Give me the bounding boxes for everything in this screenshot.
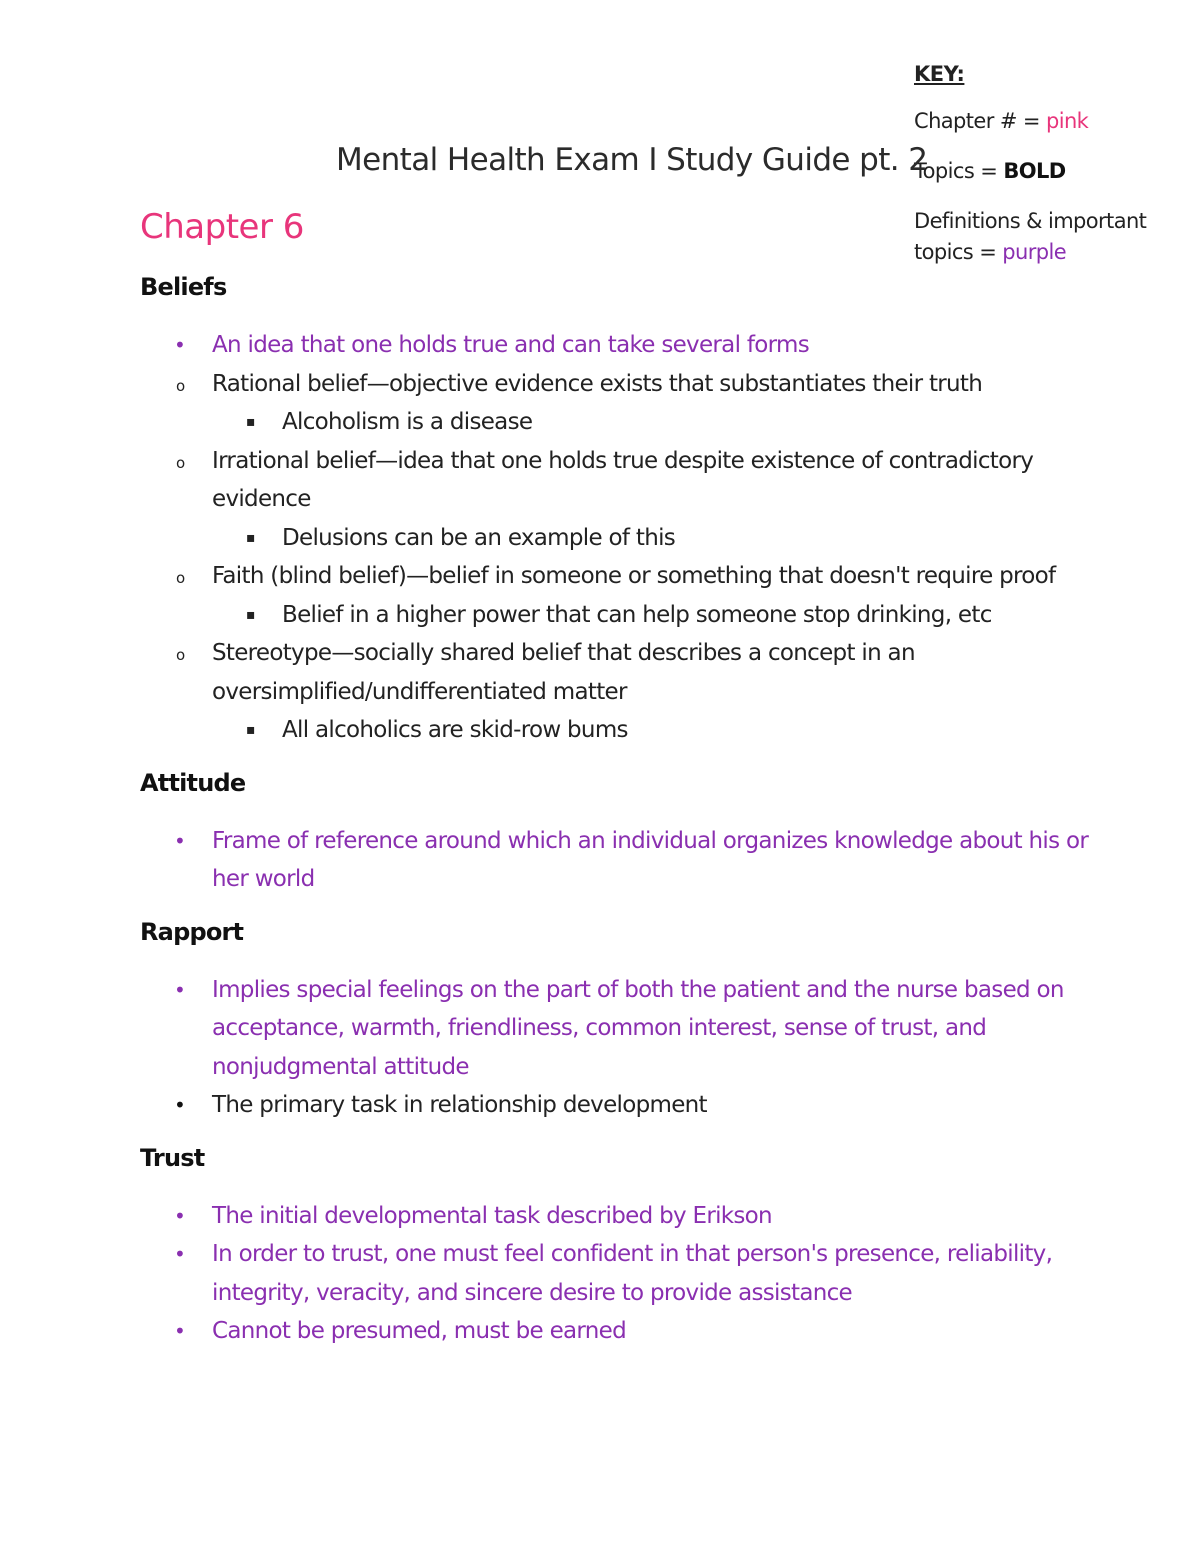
topic-beliefs: Beliefs <box>140 273 227 301</box>
faith-belief: o Faith (blind belief)—belief in someone or something that doesn't require proof <box>212 563 1056 589</box>
key-chapter-label: Chapter # = <box>914 109 1046 133</box>
list-item: • Implies special feelings on the part of both the patient and the nurse based on acceptance, warmth, friendliness, common interest, sense of trust, and nonjudgmental attitude <box>140 971 1100 1087</box>
page-title: Mental Health Exam I Study Guide pt. 2 <box>336 142 928 178</box>
key-defs-value: purple <box>1002 240 1067 264</box>
irrational-belief: o Irrational belief—idea that one holds true despite existence of contradictory evidence <box>212 447 1034 512</box>
irrational-examples <box>212 519 1100 558</box>
topic-trust: Trust <box>140 1143 205 1172</box>
chapter-heading: Chapter 6 <box>140 207 304 247</box>
rational-examples <box>212 403 1100 442</box>
list-item: ▪ Belief in a higher power that can help someone stop drinking, etc <box>212 596 1100 635</box>
list-item: • In order to trust, one must feel confident in that person's presence, reliability, integrity, veracity, and sincere desire to provide assistance <box>140 1235 1100 1312</box>
topic-attitude: Attitude <box>140 768 246 797</box>
list-item: ▪ All alcoholics are skid-row bums <box>212 711 1100 750</box>
beliefs-definition: An idea that one holds true and can take several forms <box>212 332 809 358</box>
key-defs-line <box>914 206 1184 268</box>
list-item <box>212 557 1100 634</box>
list-item: ▪ Alcoholism is a disease <box>212 403 1100 442</box>
key-topics-line <box>914 156 1184 186</box>
key-defs-label: Definitions & important topics = <box>914 209 1147 264</box>
key-topics-label: Topics = <box>914 159 1004 183</box>
color-key <box>914 62 1184 288</box>
list-item: • The initial developmental task described by Erikson <box>140 1197 1100 1236</box>
beliefs-list <box>140 326 1100 750</box>
document-body <box>140 268 1100 1351</box>
list-item <box>212 365 1100 442</box>
key-title: KEY: <box>914 62 965 86</box>
stereotype-belief: o Stereotype—socially shared belief that describes a concept in an oversimplified/undifferentiated matter <box>212 640 915 705</box>
key-topics-value: BOLD <box>1003 159 1066 183</box>
list-item <box>212 442 1100 558</box>
list-item: ▪ Delusions can be an example of this <box>212 519 1100 558</box>
list-item: • The primary task in relationship development <box>140 1086 1100 1125</box>
list-item: • Frame of reference around which an individual organizes knowledge about his or her world <box>140 822 1100 899</box>
trust-list <box>140 1197 1100 1351</box>
key-chapter-line <box>914 106 1184 136</box>
topic-rapport: Rapport <box>140 917 244 946</box>
rapport-list <box>140 971 1100 1125</box>
stereotype-examples <box>212 711 1100 750</box>
list-item: • Cannot be presumed, must be earned <box>140 1312 1100 1351</box>
key-chapter-value: pink <box>1045 109 1089 133</box>
list-item <box>212 634 1100 750</box>
list-item <box>140 326 1100 750</box>
attitude-list <box>140 822 1100 899</box>
rational-belief: o Rational belief—objective evidence exists that substantiates their truth <box>212 370 983 397</box>
belief-types-list <box>212 365 1100 750</box>
faith-examples <box>212 596 1100 635</box>
